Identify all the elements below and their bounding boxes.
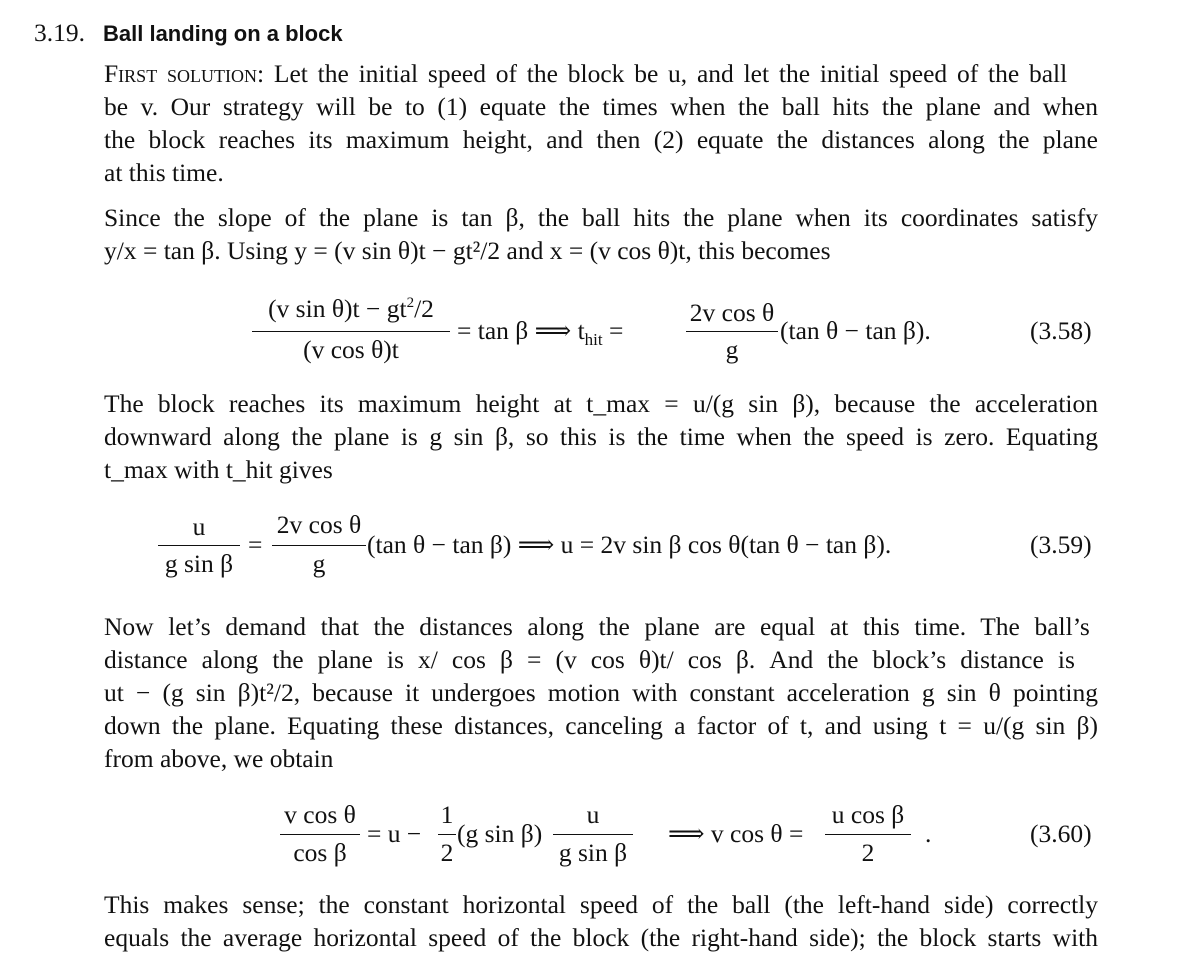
eq358-mid-text: = tan β ⟹ t: [457, 316, 585, 345]
eq360-dot: .: [925, 819, 932, 848]
eq358-label: (3.58): [1030, 316, 1092, 345]
eq360-u-bar: [553, 834, 633, 835]
eq358-num-b: /2: [414, 294, 434, 323]
eq359-label: (3.59): [1030, 530, 1092, 559]
eq360-mid2: (g sin β): [457, 819, 543, 848]
eq358-hit-subscript: hit: [584, 330, 603, 349]
eq360-arrow: ⟹ v cos θ =: [668, 819, 804, 848]
eq359-lhs-bar: [158, 545, 240, 546]
p1-line-1: [104, 59, 1067, 89]
p2-line-1: Since the slope of the plane is tan β, the ball hits the plane when its coordinates satisfy: [104, 203, 1098, 232]
eq360-lhs-denominator: cos β: [293, 838, 347, 867]
eq359-lhs-denominator: g sin β: [164, 549, 234, 578]
eq358-numerator: [252, 294, 450, 324]
section-number: 3.19.: [34, 18, 85, 47]
eq358-fraction-bar: [252, 331, 450, 332]
p4-line-3: ut − (g sin β)t²/2, because it undergoes motion with constant acceleration g sin θ pointing: [104, 678, 1098, 707]
eq360-rhs-numerator: u cos β: [831, 800, 905, 829]
eq359-tail: (tan θ − tan β) ⟹ u = 2v sin β cos θ(tan θ − tan β).: [367, 530, 892, 559]
first-solution-label: First solution:: [104, 59, 265, 88]
p1-line-4: at this time.: [104, 158, 224, 187]
p4-line-1: Now let’s demand that the distances along the plane are equal at this time. The ball’s: [104, 612, 1090, 641]
p4-line-4: down the plane. Equating these distances, canceling a factor of t, and using t = u/(g sin β): [104, 711, 1098, 740]
eq358-frac-denominator: g: [725, 335, 739, 364]
p4-line-2: distance along the plane is x/ cos β = (v cos θ)t/ cos β. And the block’s distance is: [104, 645, 1075, 674]
eq359-lhs-numerator: u: [192, 512, 206, 541]
eq358-square: 2: [406, 295, 415, 311]
eq359-frac-bar: [272, 545, 366, 546]
eq359-frac-numerator: 2v cos θ: [276, 510, 362, 539]
p4-line-5: from above, we obtain: [104, 744, 334, 773]
eq360-rhs-bar: [825, 834, 911, 835]
eq359-frac-denominator: g: [312, 549, 326, 578]
p1-line-3: the block reaches its maximum height, and then (2) equate the distances along the plane: [104, 125, 1098, 154]
eq360-lhs-bar: [280, 834, 360, 835]
p3-line-2: downward along the plane is g sin β, so this is the time when the speed is zero. Equating: [104, 422, 1098, 451]
p1-line-2: be v. Our strategy will be to (1) equate the times when the ball hits the plane and when: [104, 92, 1098, 121]
eq358-frac-bar-2: [686, 331, 778, 332]
eq360-half-denominator: 2: [440, 838, 454, 867]
eq360-rhs-denominator: 2: [861, 838, 875, 867]
eq360-half-bar: [438, 834, 456, 835]
section-title: Ball landing on a block: [103, 21, 343, 46]
eq358-equals: =: [608, 316, 624, 345]
p5-line-2: equals the average horizontal speed of the block (the right-hand side); the block starts with: [104, 923, 1098, 952]
eq358-frac-numerator: 2v cos θ: [689, 298, 775, 327]
eq358-denominator: (v cos θ)t: [303, 335, 399, 364]
eq358-num-a: (v sin θ)t − gt: [268, 294, 407, 323]
p3-line-1: The block reaches its maximum height at t_max = u/(g sin β), because the acceleration: [104, 389, 1098, 418]
eq360-u-numerator: u: [586, 800, 600, 829]
p1-text: Let the initial speed of the block be u, and let the initial speed of the ball: [273, 59, 1068, 88]
eq360-label: (3.60): [1030, 819, 1092, 848]
eq358-middle: [457, 316, 624, 349]
eq359-equals: =: [248, 530, 263, 559]
eq360-u-denominator: g sin β: [558, 838, 628, 867]
p3-line-3: t_max with t_hit gives: [104, 455, 333, 484]
eq360-mid: = u −: [367, 819, 422, 848]
eq360-half-numerator: 1: [440, 800, 454, 829]
section-heading: [34, 18, 343, 48]
eq360-lhs-numerator: v cos θ: [284, 800, 356, 829]
p2-line-2: y/x = tan β. Using y = (v sin θ)t − gt²/2 and x = (v cos θ)t, this becomes: [104, 236, 831, 265]
p5-line-1: This makes sense; the constant horizontal speed of the ball (the left-hand side) correctly: [104, 890, 1098, 919]
eq358-tail: (tan θ − tan β).: [780, 316, 931, 345]
